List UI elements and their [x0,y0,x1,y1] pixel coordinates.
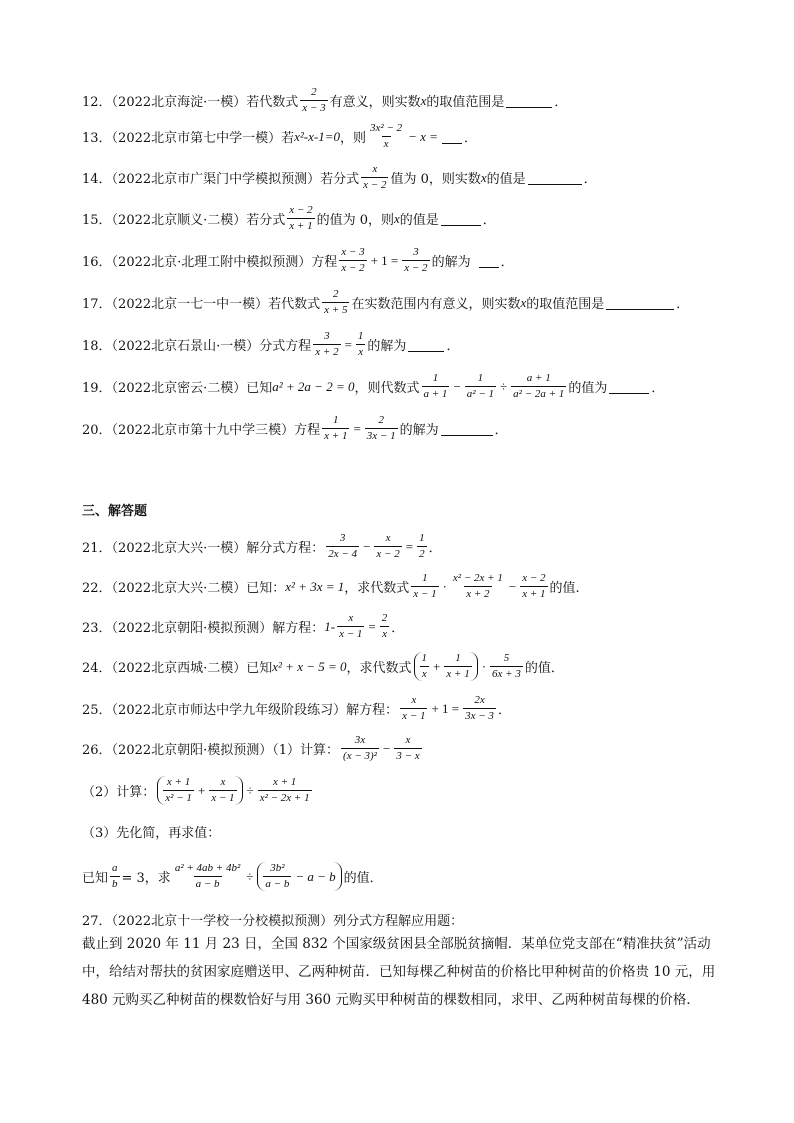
question-26-part2: （2）计算： $\frac{x + 1}{\text{x² − 1}}$ + $\frac{x}{x - 1}$ ÷ $\frac{x + 1}{\text{x² − 2x + 1}}$ [82,776,310,804]
answer-blank [609,379,649,394]
q12-prefix: 12．（2022北京海淀·一模）若代数式 [82,95,299,110]
q15-fraction: $\frac{x - 2}{x + 1}$ [289,204,313,232]
question-22: 22．（2022北京大兴·二模）已知： x² + 3x = 1 ，求代数式 $\frac{1}{x - 1}$ · $\frac{\text{x² − 2x + 1}}{x + 2}$ − $\frac{x - 2}{x + 1}$ 的值. [82,572,580,600]
question-19: 19．（2022北京密云·二模）已知 a² + 2a − 2 = 0 ，则代数式 $\frac{1}{a + 1}$ − $\frac{1}{\text{a² − 1}}$ ÷ $\frac{a + 1}{\text{a² − 2a + 1}}$ 的值为 ． [82,372,665,400]
question-27-body: 截止到 2020 年 11 月 23 日，全国 832 个国家级贫困县全部脱贫摘帽．某单位党支部在“精准扶贫”活动中，给结对帮扶的贫困家庭赠送甲、乙两种树苗．已知每棵乙种树苗的价格比甲种树苗的价格贵 10 元，用 480 元购买乙种树苗的棵数恰好与用 360 元购买甲种树苗的棵数相同，求甲、乙两种树苗每棵的价格． [82,936,716,1008]
answer-blank [441,421,493,436]
answer-blank [441,211,481,226]
q12-fraction: $\frac{2}{x - 3}$ [302,86,326,114]
answer-blank [408,337,444,352]
question-15: 15．（2022北京顺义·二模）若分式 $\frac{x - 2}{x + 1}$ 的值为 0，则 x 的值是 ． [82,204,496,232]
question-17: 17．（2022北京一七一中一模）若代数式 $\frac{2}{x + 5}$ 在实数范围内有意义，则实数 x 的取值范围是 ． [82,288,690,316]
question-20: 20．（2022北京市第十九中学三模）方程 $\frac{1}{x + 1}$ = $\frac{2}{3x - 1}$ 的解为 ． [82,414,508,442]
question-23: 23．（2022北京朝阳·模拟预测）解方程： 1- $\frac{x}{x - 1}$ = $\frac{2}{x}$ ． [82,612,405,640]
answer-blank [528,170,582,185]
question-12: 12．（2022北京海淀·一模）若代数式 $\frac{2}{x - 3}$ 有意义，则实数 x 的取值范围是 ． [82,86,568,114]
question-21: 21．（2022北京大兴·一模）解分式方程： $\frac{3}{2x - 4}$ − $\frac{x}{x - 2}$ = $\frac{1}{2}$ ． [82,532,442,560]
answer-blank [479,253,499,268]
question-25: 25．（2022北京市师达中学九年级阶段练习）解方程： $\frac{x}{x - 1}$ + 1 = $\frac{2x}{3x - 3}$ ． [82,694,511,722]
question-16: 16．（2022北京·北理工附中模拟预测）方程 $\frac{x - 3}{x - 2}$ + 1 = $\frac{3}{x - 2}$ 的解为 ． [82,246,514,274]
question-24: 24．（2022北京西城·二模）已知 x² + x − 5 = 0 ，求代数式 $\frac{1}{x}$ + $\frac{1}{x + 1}$ · $\frac{5}{6x + 3}$ 的值． [82,652,564,680]
q14-fraction: $\frac{x}{x - 2}$ [363,163,387,191]
question-18: 18．（2022北京石景山·一模）分式方程 $\frac{3}{x + 2}$ = $\frac{1}{x}$ 的解为 ． [82,330,460,358]
question-26-part3-expr: 已知 $\frac{a}{b}$ = 3，求 $\frac{\text{a² + 4ab + 4b²}}{a - b}$ ÷ $\frac{\text{3b²}}{a - b}$ − a − b 的值． [82,862,383,890]
question-26-part1: 26．（2022北京朝阳·模拟预测）（1）计算： $\frac{3x}{\text{(x − 3)²}}$ − $\frac{x}{3 - x}$ [82,734,420,762]
answer-blank [506,93,552,108]
answer-blank [442,129,462,144]
question-13: 13．（2022北京市第七中学一模）若 x²-x-1=0 ，则 $\frac{\text{3x² − 2}}{x}$ − x = ． [82,122,477,150]
question-26-part3: （3）先化简，再求值： [82,826,221,841]
q13-fraction: $\frac{\text{3x² − 2}}{x}$ [370,122,403,150]
answer-blank [606,295,674,310]
question-27: 27．（2022北京十一学校一分校模拟预测）列分式方程解应用题： [82,914,464,929]
question-14: 14．（2022北京市广渠门中学模拟预测）若分式 $\frac{x}{x - 2}$ 值为 0，则实数 x 的值是 ． [82,163,597,191]
section-heading: 三、解答题 [82,504,148,519]
